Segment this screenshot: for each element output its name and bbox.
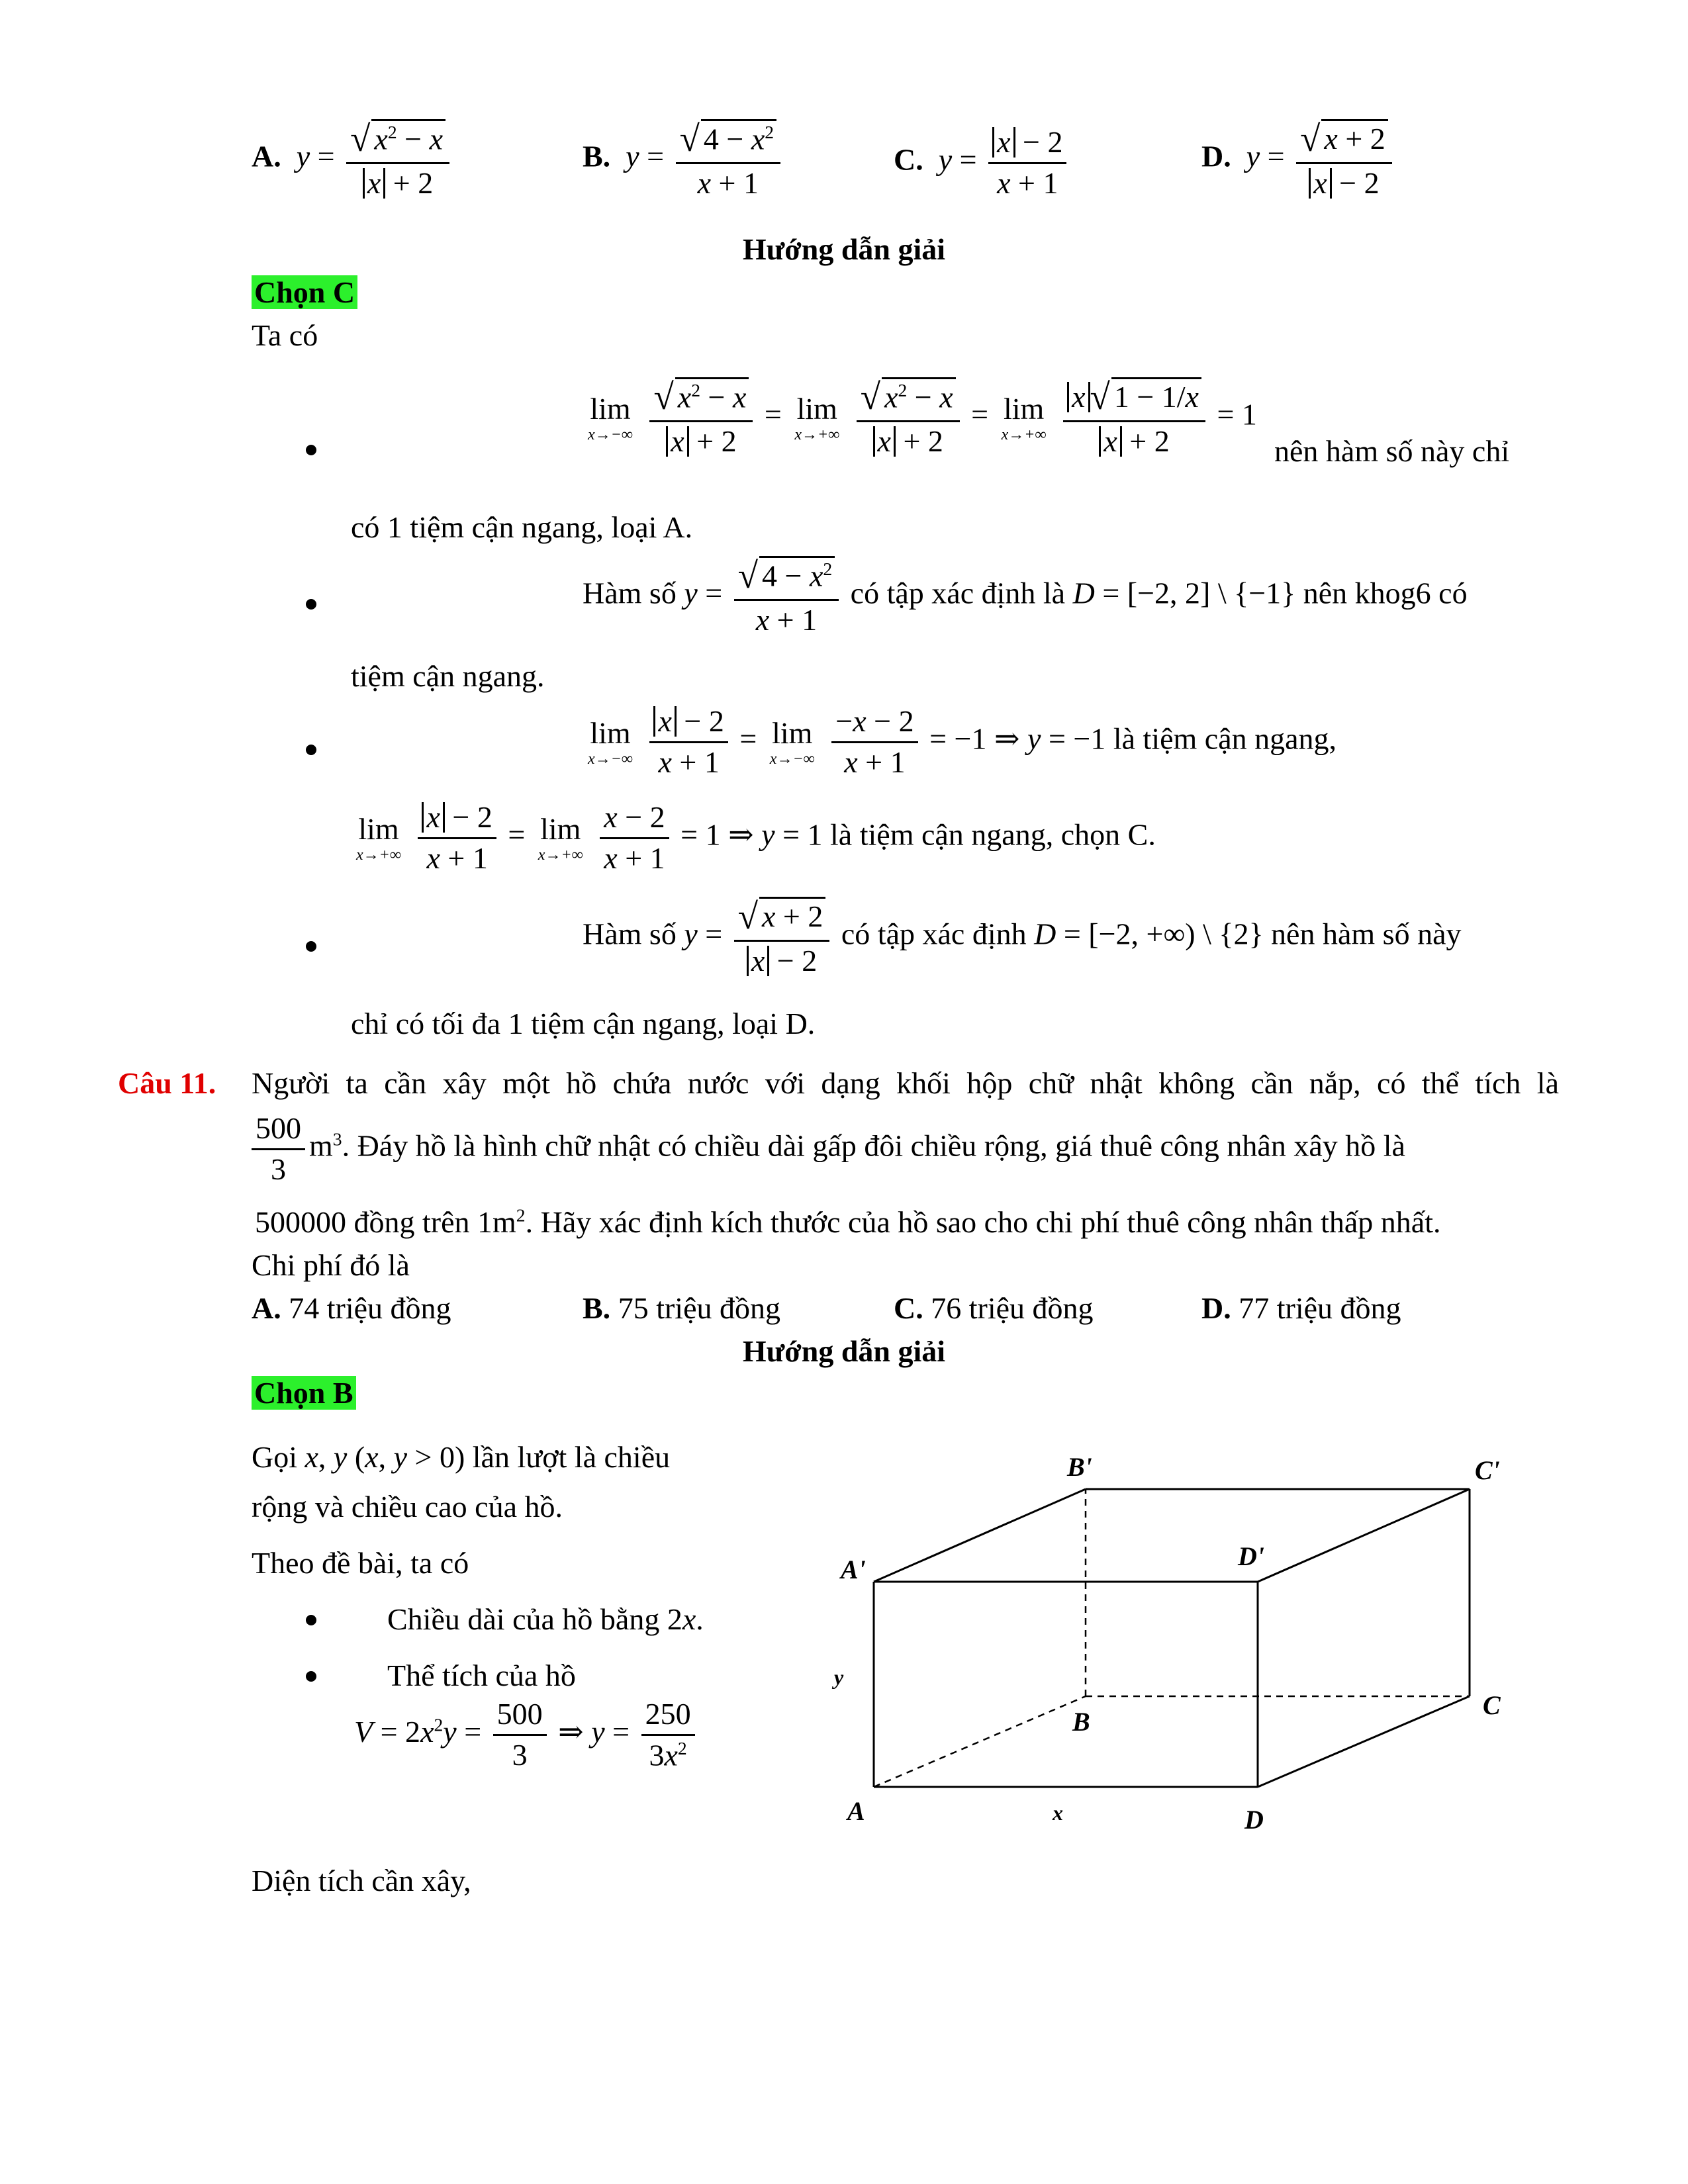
bullet-dot [306,1671,316,1682]
intro-text: Ta có [252,318,318,352]
edge-a-b [874,1696,1086,1787]
label-x: x [1053,1801,1063,1825]
bullet4-line: Hàm số y = $\frac{√ x + 2}{x - 2}$ có tập xác định D = [−2, +∞) \ {2} nên hàm số này [583,896,1462,978]
bullet4-cont: chỉ có tối đa 1 tiệm cận ngang, loại D. [351,1007,816,1040]
question-line-4: Chi phí đó là [252,1248,410,1282]
option-c: C. y = $\frac{x - 2}{x + 1}$ [894,126,1070,200]
label-a: A [847,1796,865,1826]
volume-formula: $V = 2x^2y$ = $\frac{500}{3}$ ⇒ y = $\frac{250}{3x^2}$ [354,1698,699,1772]
bullet-dot [306,445,316,455]
solution-line-2: rộng và chiều cao của hồ. [252,1490,563,1524]
limit-expression-1: lim x→−∞ $\frac{√ x^2 - x}{x + 2}$ = lim x→+∞ $\frac{√ x^2 - x}{x + 2}$ = lim x→+∞ $\frac{x √ 1 - 1/x}{x + 2}$ = 1 [588,377,1257,458]
edge-d1-c1 [1258,1489,1470,1582]
option-b-q11: B. 75 triệu đồng [583,1291,780,1325]
label-a1: A' [841,1555,866,1584]
bullet3-cont: lim x→+∞ $\frac{x - 2}{x + 1}$ = lim x→+∞ $\frac{x - 2}{x + 1}$ = 1 ⇒ y = 1 là tiệm cận ngang, chọn C. [356,800,1156,875]
edge-d-c [1258,1696,1470,1787]
option-a: A. y = $\frac{√ x^2 - x}{x + 2}$ [252,119,453,200]
question-line-2: $\frac{500}{3}$ $m^3$. Đáy hồ là hình chữ nhật có chiều dài gấp đôi chiều rộng, giá thuê công nhân xây hồ là [252,1112,1405,1186]
label-b1: B' [1067,1452,1092,1482]
question-number: Câu 11. [118,1066,216,1100]
question-line-1: Người ta cần xây một hồ chứa nước với dạng khối hộp chữ nhật không cần nắp, có thể tích là [252,1066,1559,1100]
solution-line-1: Gọi x, y (x, y > 0) lần lượt là chiều [252,1440,671,1474]
bullet2-cont: tiệm cận ngang. [351,659,545,693]
option-d: D. y = $\frac{√ x + 2}{x - 2}$ [1201,119,1396,200]
option-d-q11: D. 77 triệu đồng [1201,1291,1401,1325]
box-diagram [827,1443,1556,1840]
bullet2-line: Hàm số y = $\frac{√ 4 - x^2}{x + 1}$ có tập xác định là D = [−2, 2] \ {−1} nên khog6 có [583,555,1468,637]
area-text: Diện tích cần xây, [252,1864,471,1897]
edge-a1-b1 [874,1489,1086,1582]
bullet-dot [306,745,316,755]
question-line-3: 500000 đồng trên $1m^2$. Hãy xác định kích thước của hồ sao cho chi phí thuê công nhân thấp nhất. [255,1205,1441,1239]
bullet-dot [306,1615,316,1625]
option-a-q11: A. 74 triệu đồng [252,1291,451,1325]
option-c-q11: C. 76 triệu đồng [894,1291,1094,1325]
guide-title-2: Hướng dẫn giải [742,1334,946,1368]
guide-title-1: Hướng dẫn giải [742,232,946,266]
answer-choice-b: Chọn B [252,1376,356,1410]
bullet-dot [306,599,316,610]
option-b: B. y = $\frac{√ 4 - x^2}{x + 1}$ [583,119,784,200]
bullet1-tail: nên hàm số này chỉ [1274,434,1510,468]
bullet-dot [306,941,316,952]
bullet-volume: Thể tích của hồ [387,1659,576,1692]
label-y: y [834,1665,844,1689]
label-b: B [1072,1707,1090,1737]
bullet3-line: lim x→−∞ $\frac{x - 2}{x + 1}$ = lim x→−∞ $\frac{-x - 2}{x + 1}$ = −1 ⇒ y = −1 là tiệm cận ngang, [588,704,1337,779]
label-d: D [1244,1805,1264,1835]
bullet1-cont: có 1 tiệm cận ngang, loại A. [351,510,693,544]
solution-line-3: Theo đề bài, ta có [252,1546,469,1580]
label-c: C [1483,1690,1501,1720]
answer-choice-c: Chọn C [252,275,357,309]
label-c1: C' [1475,1455,1500,1485]
bullet-length: Chiều dài của hồ bằng 2x. [387,1602,704,1636]
label-d1: D' [1238,1541,1264,1571]
